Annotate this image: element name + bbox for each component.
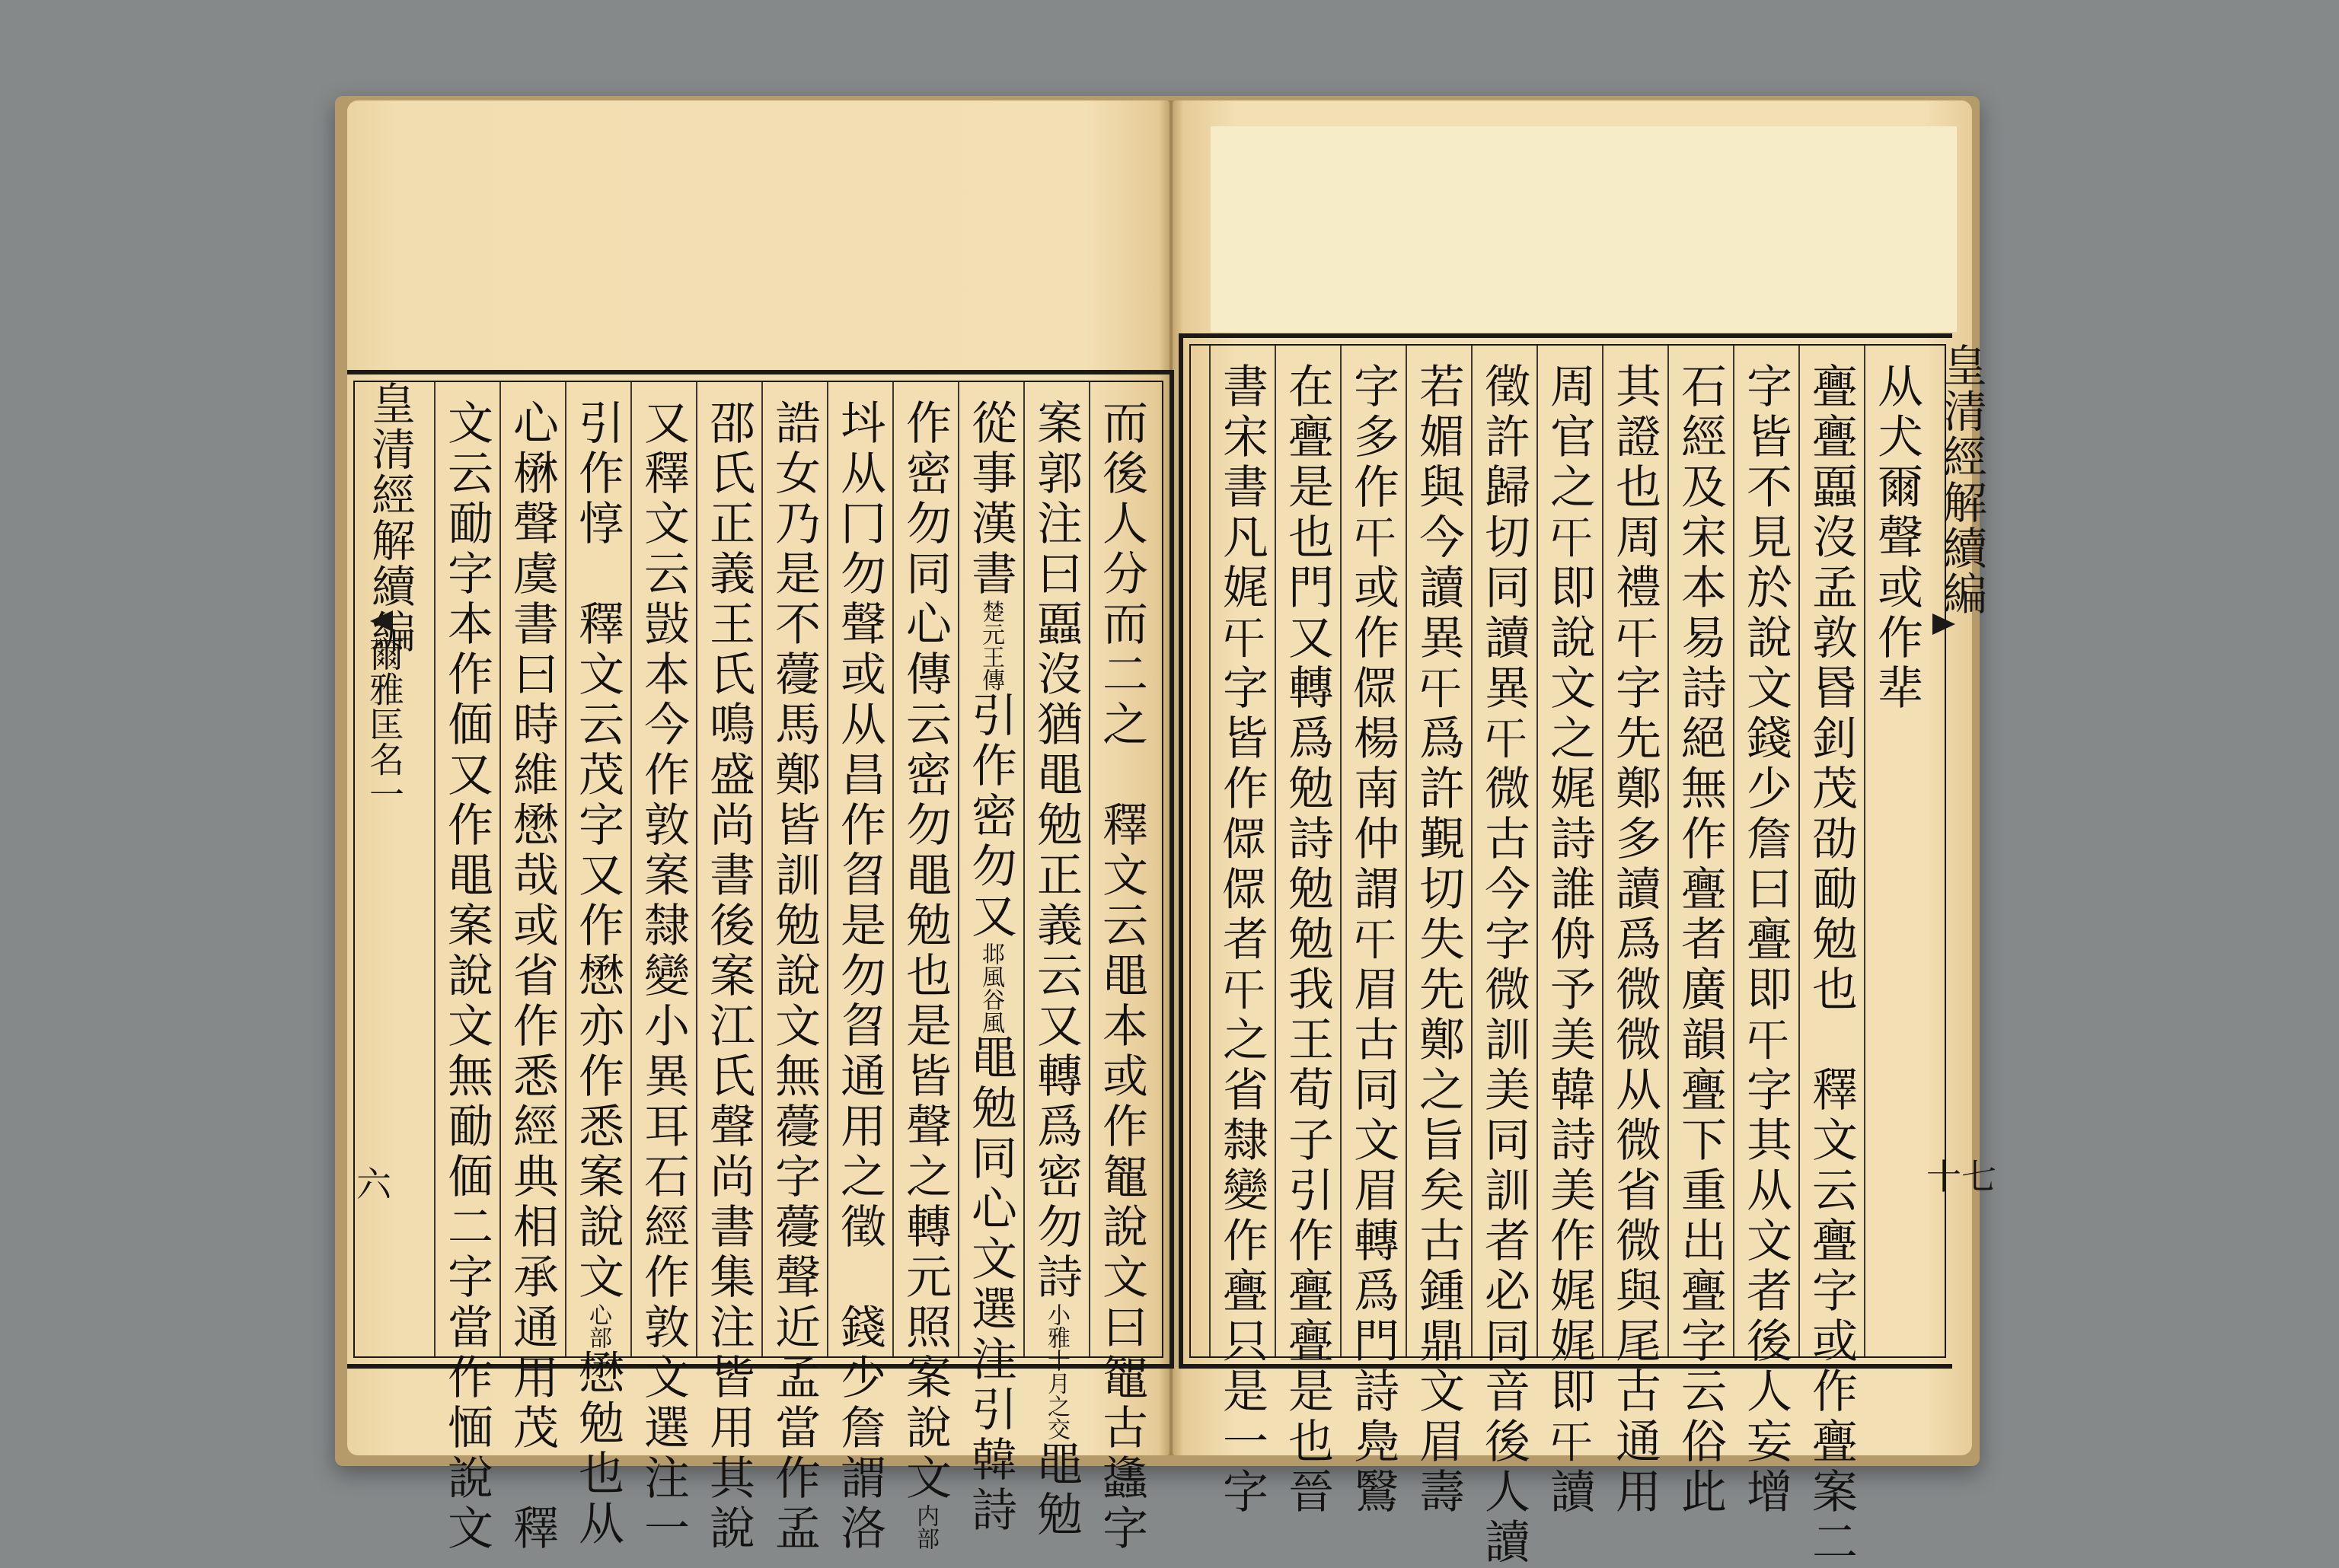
column-text: 字皆不見於說文錢少詹曰亹即𡕒字其从文者後人妄增 [1739, 362, 1792, 1518]
column-text: 其證也周禮𡕒字先鄭多讀爲微微从微省微與尾古通用 [1608, 362, 1661, 1518]
right-banxin-leaf: 十七 [1926, 1156, 1996, 1197]
column-text: 心部 [585, 1303, 611, 1349]
right-fishtail-mark [1932, 613, 1955, 635]
column-text: 㘰从冂勿聲或从昌作㫚是勿㫚通用之徵 錢少詹謂洛 [833, 399, 886, 1554]
text-column [1733, 346, 1798, 1518]
column-text: 邶風谷風 [978, 942, 1004, 1034]
column-text: 若媚與今讀異𡕒爲許覲切失先鄭之旨矣古鍾鼎文眉壽 [1412, 362, 1465, 1518]
text-column [434, 382, 499, 1554]
column-text: 黽勉同心文選注引韓詩 [964, 1034, 1017, 1536]
column-text: 案郭注曰蠠沒猶黽勉正義云又轉爲密勿詩 [1029, 399, 1083, 1303]
text-column [1275, 346, 1340, 1518]
column-text: 在亹是也門又轉爲勉詩勉勉我王荀子引作亹亹是也晉 [1281, 362, 1334, 1518]
text-column [1864, 346, 1929, 1356]
text-column [1340, 346, 1406, 1518]
right-banxin-title: 皇清經解續編 [1935, 343, 1987, 617]
text-column [565, 382, 630, 1550]
text-column [958, 382, 1023, 1536]
text-column [892, 382, 958, 1550]
text-column [1406, 346, 1471, 1518]
column-text: 誥女乃是不蘉馬鄭皆訓勉說文無蘉字蘉聲近孟當作孟 [767, 399, 821, 1554]
column-text: 引作密勿又 [964, 691, 1017, 942]
right-column-area [1189, 344, 1946, 1568]
text-column [1209, 346, 1275, 1518]
text-column [630, 382, 696, 1554]
column-text: 從事漢書 [964, 399, 1017, 600]
column-text: 小雅十月之交 [1043, 1303, 1070, 1440]
text-column [761, 382, 827, 1554]
left-banxin-title: 皇清經解續編 [364, 381, 416, 655]
column-text: 楚元王傳 [978, 600, 1004, 691]
column-text: 黽勉 [1029, 1440, 1083, 1541]
left-banxin-section: 爾雅匡名一 [364, 636, 405, 811]
left-column-area [353, 381, 1163, 1554]
column-text: 又釋文云敱本今作敦案隸變小異耳石經作敦文選注一 [637, 399, 690, 1554]
column-text: 文云勔字本作偭又作黽案說文無勔偭二字當作愐說文 [440, 399, 493, 1554]
column-text: 徵許歸切同讀異𡕒微古今字微訓美同訓者必同音後人讀 [1477, 362, 1530, 1568]
column-text: 石經及宋本易詩絕無作亹者廣韻亹下重出亹字云俗此 [1674, 362, 1727, 1518]
column-text: 心楙聲虞書曰時維懋哉或省作悉經典相承通用茂 釋 [506, 399, 559, 1554]
text-column [1089, 382, 1154, 1554]
left-banxin-leaf: 六 [356, 1164, 391, 1205]
column-text: 字多作𡕒或作𠍸楊南仲謂𡕒眉古同文眉轉爲門詩鳧鷖 [1346, 362, 1399, 1518]
right-text-frame [1179, 333, 1952, 1568]
left-fishtail-mark [370, 610, 393, 632]
column-text: 邵氏正義王氏鳴盛尚書後案江氏聲尚書集注皆用其說 [702, 399, 755, 1554]
text-column [1602, 346, 1667, 1518]
text-column [1798, 346, 1864, 1568]
left-text-frame [347, 370, 1174, 1554]
column-text: 从犬爾聲或作㹃 [1870, 362, 1923, 714]
column-text: 而後人分而二之 釋文云黽本或作鼅說文曰鼅古蠭字 [1095, 399, 1148, 1554]
column-text: 周官之𡕒即說文之娓詩誰侜予美韓詩美作娓娓即𡕒讀 [1543, 362, 1596, 1518]
text-column [1667, 346, 1733, 1518]
text-column [1023, 382, 1089, 1541]
column-text: 内部 [912, 1504, 939, 1550]
column-text: 引作惇 釋文云茂字又作懋亦作悉案說文 [571, 399, 624, 1303]
text-column [827, 382, 892, 1554]
pasted-sheet [1211, 126, 1957, 332]
column-text: 書宋書凡娓𡕒字皆作𠍸𠍸者𡕒之省隸變作亹只是一字 [1215, 362, 1268, 1518]
text-column [1536, 346, 1602, 1518]
text-column [696, 382, 761, 1554]
column-text: 懋勉也从 [571, 1349, 624, 1550]
text-column [499, 382, 565, 1554]
column-text: 亹亹蠠沒孟敦昬釗茂劭勔勉也 釋文云亹字或作亹案二 [1805, 362, 1858, 1568]
text-column [1471, 346, 1536, 1568]
column-text: 作密勿同心傳云密勿黽勉也是皆聲之轉元照案說文 [898, 399, 952, 1504]
